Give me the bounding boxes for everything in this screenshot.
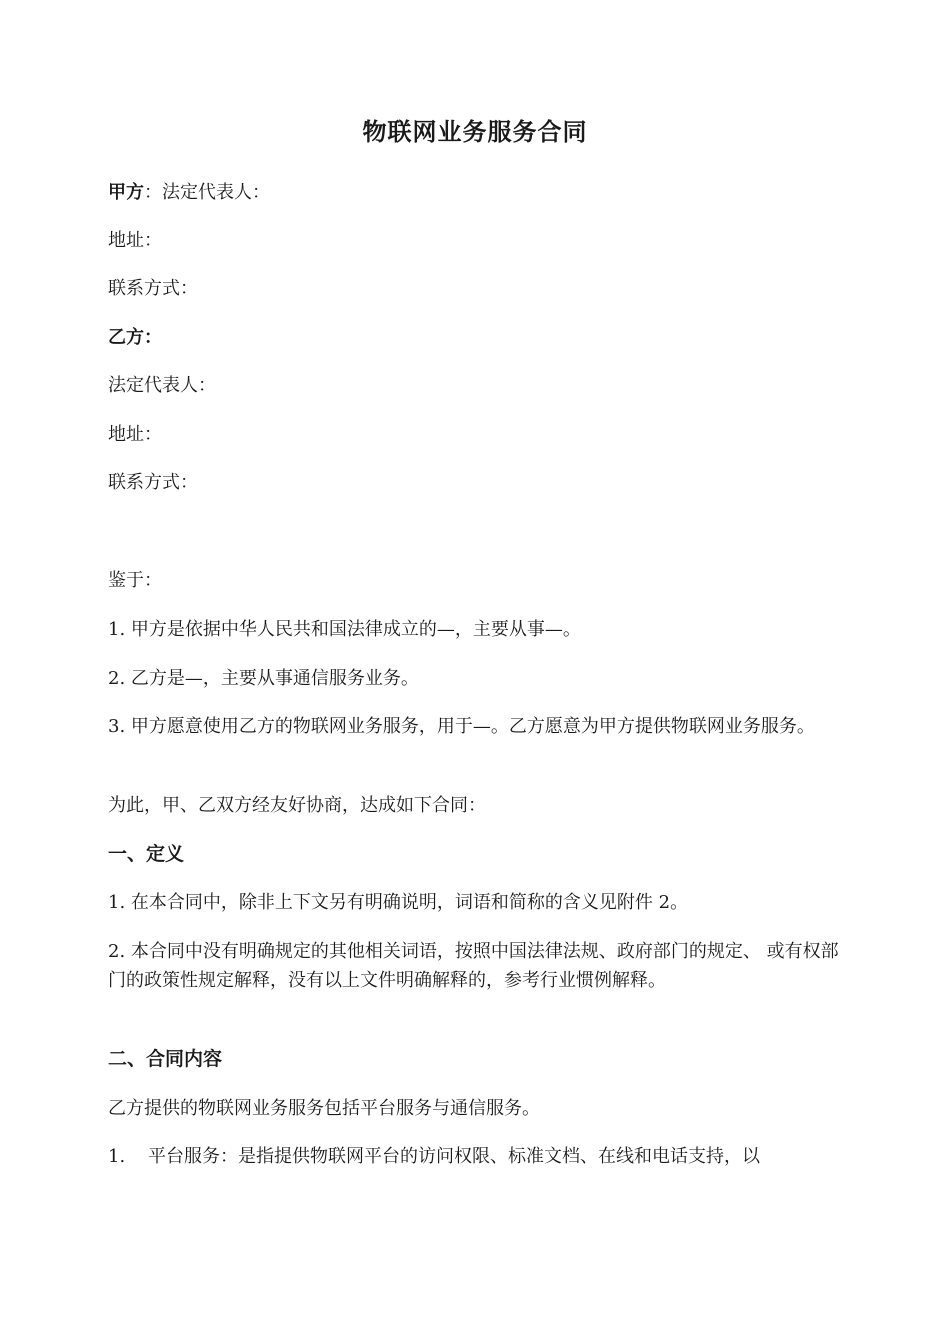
agreement-intro: 为此，甲、乙双方经友好协商，达成如下合同： — [108, 795, 486, 816]
party-a-address: 地址： — [108, 230, 162, 251]
section-1-heading: 一、定义 — [108, 843, 185, 865]
party-b-label: 乙方： — [108, 327, 162, 348]
section-1-item-1: 1. 在本合同中，除非上下文另有明确说明，词语和简称的含义见附件 2。 — [108, 892, 689, 913]
whereas-label: 鉴于： — [108, 570, 162, 591]
party-a-line — [108, 178, 848, 207]
whereas-item-1: 1. 甲方是依据中华人民共和国法律成立的—，主要从事—。 — [108, 619, 581, 640]
party-a-contact: 联系方式： — [108, 278, 198, 299]
section-2-item-1-text: 平台服务：是指提供物联网平台的访问权限、标准文档、在线和电话支持，以 — [148, 1146, 760, 1167]
whereas-item-3: 3. 甲方愿意使用乙方的物联网业务服务，用于—。乙方愿意为甲方提供物联网业务服务。 — [108, 716, 815, 737]
party-b-contact: 联系方式： — [108, 472, 198, 493]
section-2-heading: 二、合同内容 — [108, 1048, 223, 1070]
party-a-rep-label: ：法定代表人： — [144, 182, 270, 203]
party-b-address: 地址： — [108, 424, 162, 445]
whereas-item-2: 2. 乙方是—，主要从事通信服务业务。 — [108, 668, 419, 689]
section-2-intro: 乙方提供的物联网业务服务包括平台服务与通信服务。 — [108, 1098, 540, 1119]
section-2-item-1 — [108, 1142, 848, 1171]
party-b-rep: 法定代表人： — [108, 375, 216, 396]
section-2-item-1-number: 1. — [108, 1146, 126, 1167]
document-title: 物联网业务服务合同 — [362, 118, 588, 146]
party-a-label: 甲方 — [108, 182, 144, 203]
section-1-item-2: 2. 本合同中没有明确规定的其他相关词语，按照中国法律法规、政府部门的规定、 或有权部门的政策性规定解释，没有以上文件明确解释的，参考行业惯例解释。 — [108, 941, 839, 991]
